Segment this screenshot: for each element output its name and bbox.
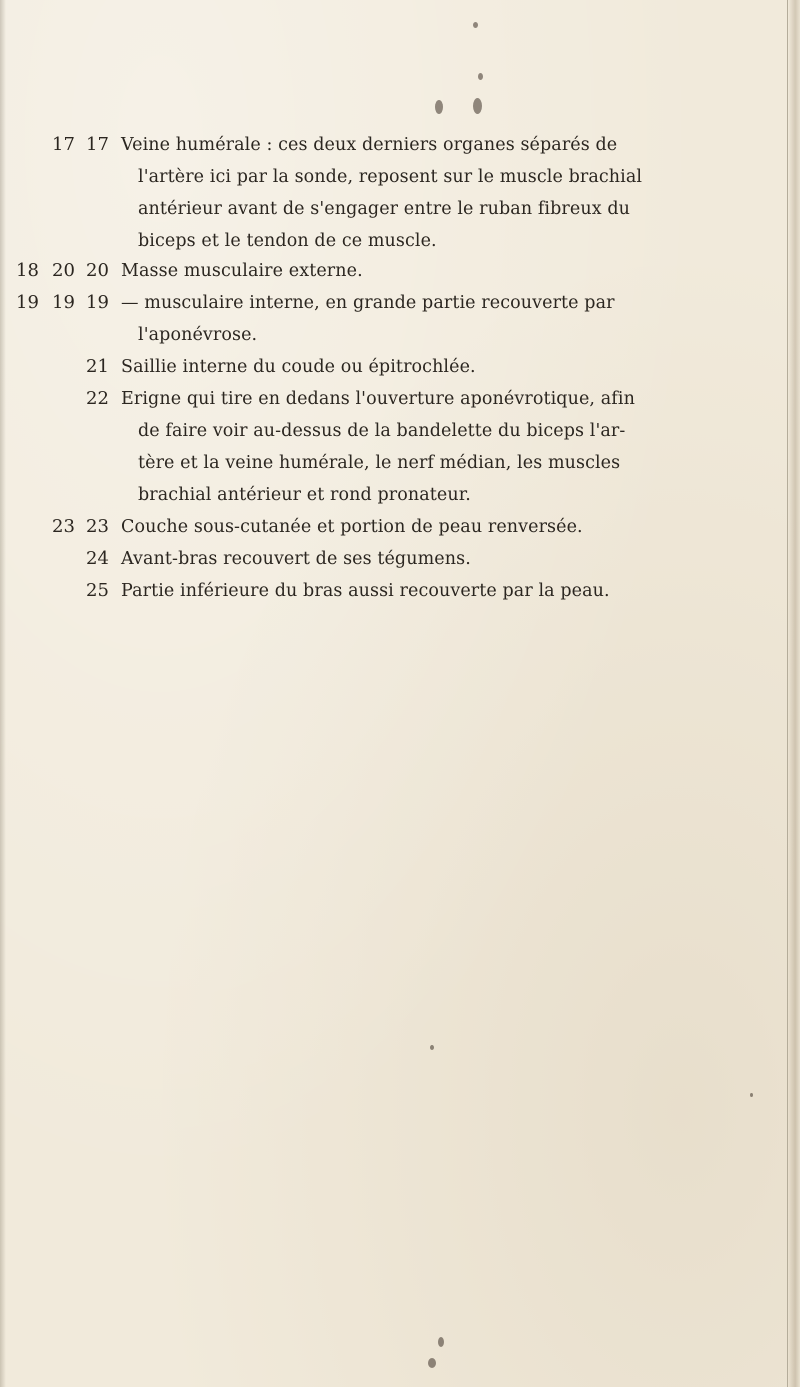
entry-number-3: 22 (86, 388, 109, 409)
entry-number-2: 17 (52, 134, 75, 155)
ink-speck (750, 1093, 753, 1097)
entry-number-3: 24 (86, 548, 109, 569)
entry-number-3: 20 (86, 260, 109, 281)
entry-line: antérieur avant de s'engager entre le ruban fibreux du (138, 199, 631, 219)
page-left-edge (0, 0, 6, 1387)
entry-line: Couche sous-cutanée et portion de peau renversée. (121, 517, 583, 537)
ink-speck (438, 1337, 444, 1347)
entry-line: Avant-bras recouvert de ses tégumens. (121, 549, 471, 569)
entry-line: Veine humérale : ces deux derniers organes séparés de (121, 135, 618, 155)
entry-text (121, 255, 786, 287)
entry-line: l'aponévrose. (138, 325, 258, 345)
ink-speck (428, 1358, 436, 1368)
entry-line: Erigne qui tire en dedans l'ouverture aponévrotique, afin (121, 389, 635, 409)
entry-number-1: 19 (16, 292, 39, 313)
entry-line: tère et la veine humérale, le nerf médian, les muscles (138, 453, 621, 473)
entry-line: Saillie interne du coude ou épitrochlée. (121, 357, 476, 377)
entry-text (121, 287, 786, 351)
entry-number-2: 19 (52, 292, 75, 313)
entry-number-3: 25 (86, 580, 109, 601)
entry-text (121, 383, 786, 511)
ink-speck (430, 1045, 434, 1050)
entry-line: Masse musculaire externe. (121, 261, 363, 281)
ink-speck (435, 100, 443, 114)
entry-number-3: 23 (86, 516, 109, 537)
ink-speck (473, 98, 482, 114)
entry-text (121, 351, 786, 383)
entry-line: l'artère ici par la sonde, reposent sur le muscle brachial (138, 167, 643, 187)
entry-number-3: 21 (86, 356, 109, 377)
page-right-edge (787, 0, 800, 1387)
entry-line: Partie inférieure du bras aussi recouverte par la peau. (121, 581, 610, 601)
entry-number-3: 19 (86, 292, 109, 313)
ink-speck (478, 73, 483, 80)
entry-line: de faire voir au-dessus de la bandelette du biceps l'ar- (138, 421, 626, 441)
entry-number-1: 18 (16, 260, 39, 281)
entry-line: brachial antérieur et rond pronateur. (138, 485, 471, 505)
entry-text (121, 543, 786, 575)
entry-number-2: 23 (52, 516, 75, 537)
entry-number-3: 17 (86, 134, 109, 155)
entry-text (121, 129, 786, 257)
ink-speck (473, 22, 478, 28)
entry-text (121, 511, 786, 543)
entry-line: — musculaire interne, en grande partie recouverte par (121, 293, 615, 313)
entry-number-2: 20 (52, 260, 75, 281)
entry-line: biceps et le tendon de ce muscle. (138, 231, 437, 251)
entry-text (121, 575, 786, 607)
